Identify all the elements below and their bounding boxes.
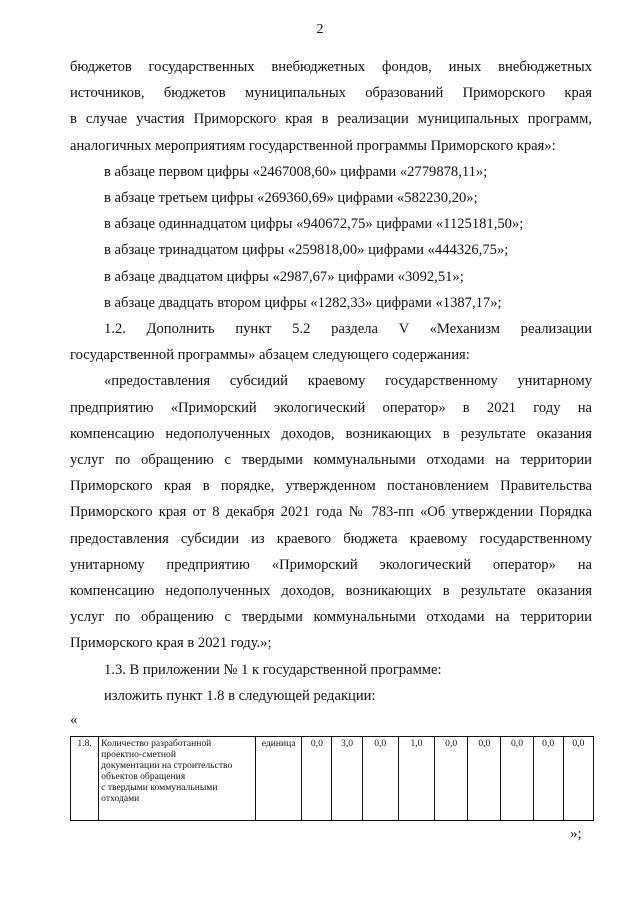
text-line: изложить пункт 1.8 в следующей редакции: bbox=[104, 687, 376, 704]
value-cell: 0,0 bbox=[435, 737, 468, 821]
text-line: источников, бюджетов муниципальных образований Приморского края bbox=[70, 85, 592, 102]
text-line: в абзаце первом цифры «2467008,60» цифрами «2779878,11»; bbox=[104, 163, 488, 180]
text-line: предоставления субсидии из краевого бюджета краевому государственному bbox=[70, 530, 592, 547]
value-cell: 1,0 bbox=[398, 737, 434, 821]
unit-cell: единица bbox=[256, 737, 302, 821]
indicator-name: Количество разработанной проектно-сметной документации на строительство объектов обращения с твердыми коммунальными отходами bbox=[99, 737, 256, 821]
text-line: «предоставления субсидий краевому государственному унитарному bbox=[104, 373, 592, 390]
text-line: услуг по обращению с твердыми коммунальными отходами на территории bbox=[70, 452, 592, 468]
value-cell: 0,0 bbox=[362, 737, 398, 821]
value-cell: 0,0 bbox=[468, 737, 501, 821]
closing-quote: »; bbox=[570, 826, 582, 842]
text-line: в абзаце двадцатом цифры «2987,67» цифрами «3092,51»; bbox=[104, 268, 464, 285]
text-line: 1.2. Дополнить пункт 5.2 раздела V «Механизм реализации bbox=[104, 321, 592, 337]
text-line: в абзаце тринадцатом цифры «259818,00» цифрами «444326,75»; bbox=[104, 242, 509, 259]
text-line: компенсацию недополученных доходов, возникающих в результате оказания bbox=[70, 425, 592, 442]
indicator-table bbox=[70, 736, 594, 821]
text-line: унитарному предприятию «Приморский экологический оператор» на bbox=[70, 556, 592, 573]
text-line: Приморского края в порядке, утвержденном постановлением Правительства bbox=[70, 478, 592, 495]
table-row bbox=[71, 737, 594, 821]
text-line: предприятию «Приморский экологический оператор» в 2021 году на bbox=[70, 399, 592, 416]
value-cell: 0,0 bbox=[501, 737, 533, 821]
text-line: в случае участия Приморского края в реализации муниципальных программ, bbox=[70, 111, 592, 128]
page-number: 2 bbox=[316, 22, 324, 37]
text-line: Приморского края в 2021 году.»; bbox=[70, 635, 272, 652]
text-line: Приморского края от 8 декабря 2021 года № 783-пп «Об утверждении Порядка bbox=[70, 504, 592, 521]
text-line: 1.3. В приложении № 1 к государственной программе: bbox=[104, 661, 442, 678]
text-line: бюджетов государственных внебюджетных фондов, иных внебюджетных bbox=[70, 59, 592, 75]
text-line: услуг по обращению с твердыми коммунальными отходами на территории bbox=[70, 609, 592, 626]
row-number: 1.8. bbox=[71, 737, 99, 821]
text-line: государственной программы» абзацем следующего содержания: bbox=[70, 347, 470, 364]
value-cell: 0,0 bbox=[302, 737, 332, 821]
text-line: компенсацию недополученных доходов, возникающих в результате оказания bbox=[70, 583, 592, 599]
text-line: в абзаце одиннадцатом цифры «940672,75» цифрами «1125181,50»; bbox=[104, 216, 524, 233]
opening-quote: « bbox=[70, 712, 78, 728]
value-cell: 0,0 bbox=[533, 737, 563, 821]
text-line: аналогичных мероприятиям государственной программы Приморского края»: bbox=[70, 137, 556, 154]
value-cell: 3,0 bbox=[332, 737, 362, 821]
value-cell: 0,0 bbox=[563, 737, 593, 821]
text-line: в абзаце двадцать втором цифры «1282,33» цифрами «1387,17»; bbox=[104, 294, 502, 311]
text-line: в абзаце третьем цифры «269360,69» цифрами «582230,20»; bbox=[104, 190, 478, 206]
